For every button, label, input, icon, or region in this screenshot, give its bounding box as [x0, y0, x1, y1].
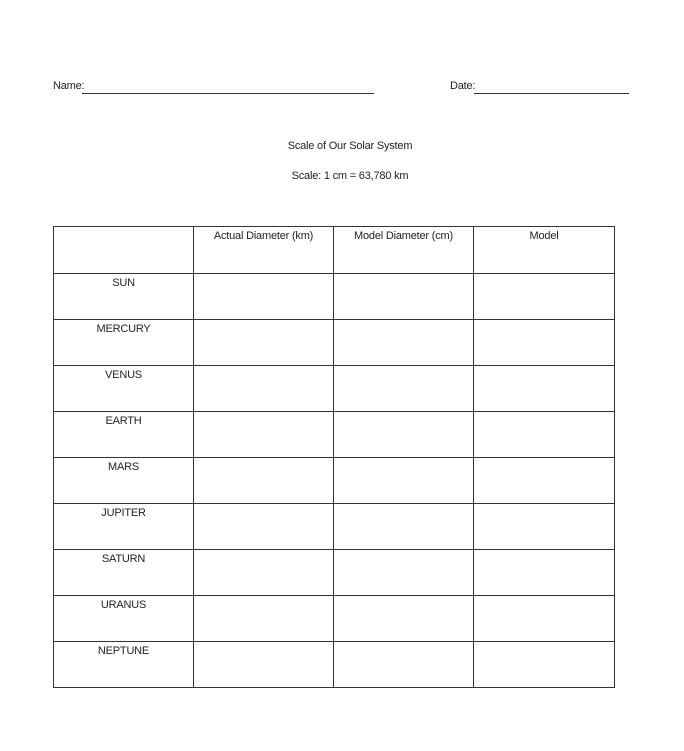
answer-cell[interactable] — [194, 642, 334, 688]
answer-cell[interactable] — [194, 504, 334, 550]
answer-cell[interactable] — [194, 596, 334, 642]
column-header: Model — [474, 227, 615, 274]
table-row — [54, 412, 615, 458]
answer-cell[interactable] — [474, 458, 615, 504]
answer-cell[interactable] — [194, 458, 334, 504]
name-label: Name: — [53, 80, 85, 92]
answer-cell[interactable] — [474, 320, 615, 366]
table-header-row — [54, 227, 615, 274]
planet-name-cell: VENUS — [54, 366, 194, 412]
planet-name-cell: EARTH — [54, 412, 194, 458]
answer-cell[interactable] — [474, 366, 615, 412]
planet-name-cell: MARS — [54, 458, 194, 504]
table-row — [54, 642, 615, 688]
date-label: Date: — [450, 80, 476, 92]
date-field[interactable] — [474, 93, 629, 94]
answer-cell[interactable] — [194, 320, 334, 366]
solar-system-table — [53, 226, 615, 688]
answer-cell[interactable] — [194, 366, 334, 412]
planet-name-cell: SATURN — [54, 550, 194, 596]
answer-cell[interactable] — [334, 274, 474, 320]
answer-cell[interactable] — [334, 550, 474, 596]
table-row — [54, 366, 615, 412]
table-row — [54, 320, 615, 366]
answer-cell[interactable] — [474, 274, 615, 320]
planet-name-cell: JUPITER — [54, 504, 194, 550]
table-row — [54, 596, 615, 642]
planet-name-cell: SUN — [54, 274, 194, 320]
answer-cell[interactable] — [334, 458, 474, 504]
answer-cell[interactable] — [334, 504, 474, 550]
column-header — [54, 227, 194, 274]
answer-cell[interactable] — [474, 596, 615, 642]
column-header: Actual Diameter (km) — [194, 227, 334, 274]
answer-cell[interactable] — [334, 366, 474, 412]
table-row — [54, 550, 615, 596]
answer-cell[interactable] — [334, 320, 474, 366]
answer-cell[interactable] — [334, 596, 474, 642]
planet-name-cell: MERCURY — [54, 320, 194, 366]
answer-cell[interactable] — [194, 412, 334, 458]
answer-cell[interactable] — [194, 274, 334, 320]
page-title: Scale of Our Solar System — [287, 140, 413, 152]
answer-cell[interactable] — [334, 412, 474, 458]
answer-cell[interactable] — [474, 642, 615, 688]
planet-name-cell: URANUS — [54, 596, 194, 642]
scale-text: Scale: 1 cm = 63,780 km — [291, 170, 409, 182]
column-header: Model Diameter (cm) — [334, 227, 474, 274]
answer-cell[interactable] — [334, 642, 474, 688]
answer-cell[interactable] — [474, 550, 615, 596]
name-field[interactable] — [82, 93, 374, 94]
answer-cell[interactable] — [194, 550, 334, 596]
planet-name-cell: NEPTUNE — [54, 642, 194, 688]
answer-cell[interactable] — [474, 412, 615, 458]
table-body — [54, 274, 615, 688]
table-row — [54, 274, 615, 320]
answer-cell[interactable] — [474, 504, 615, 550]
table-row — [54, 458, 615, 504]
table-row — [54, 504, 615, 550]
